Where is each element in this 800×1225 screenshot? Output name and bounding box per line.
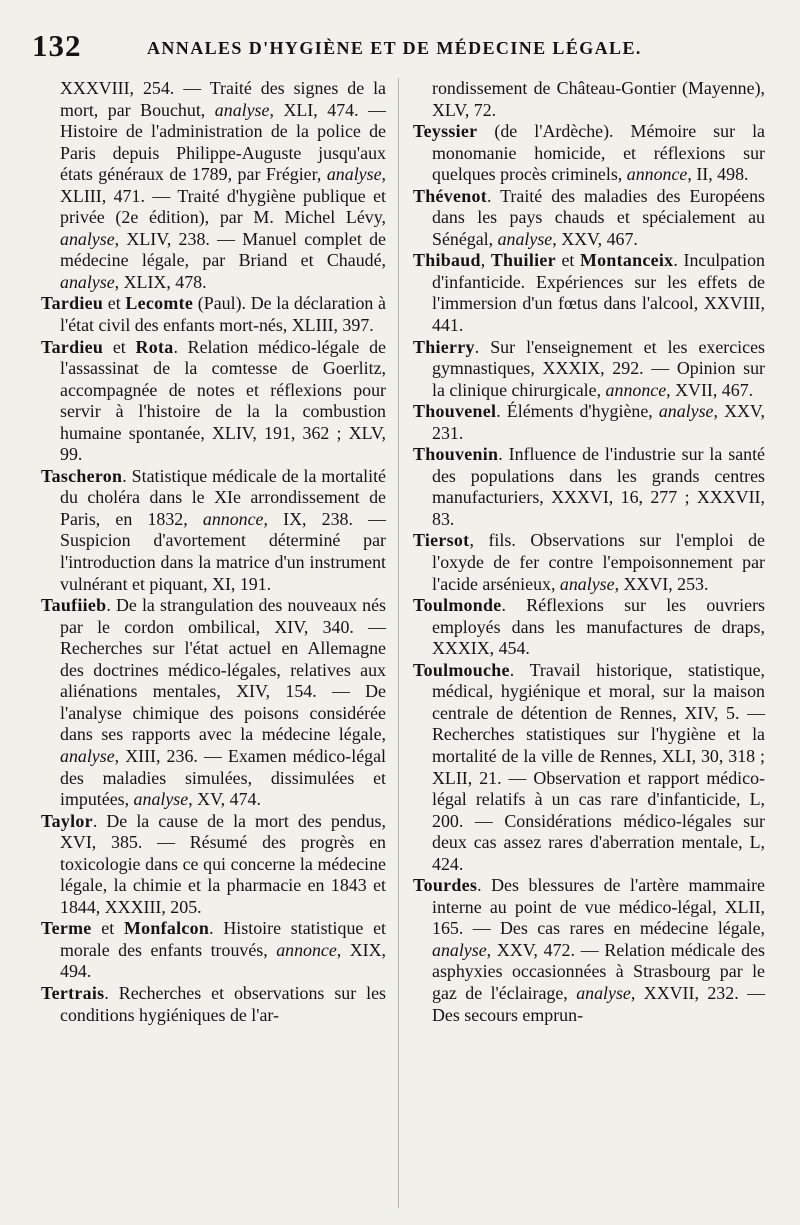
entry-text: , II, 498. (687, 164, 749, 185)
index-entry (41, 595, 386, 810)
review-type: analyse (214, 99, 270, 120)
author-name: Teyssier (413, 121, 478, 142)
review-type: analyse (133, 789, 189, 810)
author-name: Lecomte (125, 293, 194, 314)
entry-text: (Paul). De la déclaration à l'état civil des enfants mort-nés, XLIII, 397. (60, 293, 386, 336)
column-divider (398, 78, 399, 1208)
author-name: Terme (41, 918, 92, 939)
index-entry (413, 875, 765, 1026)
author-name: Tascheron (41, 465, 123, 486)
entry-text: et (91, 918, 124, 939)
index-entry (41, 466, 386, 595)
entry-text: , XIII, 236. — Examen médico-légal des maladies simulées, dissimulées et imputées, (60, 745, 386, 810)
index-entry (41, 811, 386, 919)
index-entry (41, 293, 386, 336)
author-name: Taylor (41, 810, 93, 831)
author-name: Thuilier (490, 250, 556, 271)
entry-text: , XXVI, 253. (614, 573, 709, 594)
entry-text: . Relation médico-légale de l'assassinat de la comtesse de Goerlitz, accompagnée de notes et réflexions pour servir à l'histoire de la la combustion humaine spontanée, XLIV, 191, 362 ; XLV, 99. (60, 336, 387, 465)
entry-text: , XVII, 467. (666, 379, 754, 400)
entry-text: , XV, 474. (188, 789, 261, 810)
review-type: annonce (605, 379, 667, 400)
entry-text: . De la cause de la mort des pendus, XVI, 385. — Résumé des progrès en toxicologie dans ce qui concerne la médecine légale, la chimie et la pharmacie en 1843 et 1844, XXXIII, 205. (60, 810, 386, 917)
page-number: 132 (32, 28, 82, 63)
entry-text: . Traité des maladies des Européens dans les pays chauds et spécialement au Sénégal, (432, 185, 765, 249)
review-type: analyse (559, 573, 615, 594)
index-entry-continuation (413, 78, 765, 121)
author-name: Toulmonde (413, 595, 502, 616)
entry-text: et (103, 293, 126, 314)
author-name: Thévenot (413, 185, 487, 206)
review-type: analyse (60, 228, 115, 249)
index-entry (413, 250, 765, 336)
entry-text: . Réflexions sur les ouvriers employés dans les manufactures de draps, XXXIX, 454. (432, 595, 765, 659)
entry-text: , XLIV, 238. — Manuel complet de médecine légale, par Briand et Chaudé, (60, 228, 386, 271)
entry-text: , XIX, 494. (60, 939, 387, 982)
author-name: Tardieu (41, 293, 104, 314)
review-type: analyse (576, 982, 631, 1003)
entry-text: et (555, 250, 580, 271)
index-entry-continuation (41, 78, 386, 293)
index-entry (413, 401, 765, 444)
index-entry (413, 121, 765, 186)
entry-text: . Influence de l'industrie sur la santé des populations dans les grands centres manufacturiers, XXXVI, 16, 277 ; XXXVII, 83. (432, 444, 765, 529)
author-name: Rota (135, 336, 174, 357)
entry-text: , XXV, 472. — Relation médicale des asphyxies occasionnées à Strasbourg par le gaz de l'éclairage, (432, 939, 765, 1003)
author-name: Thouvenel (413, 401, 497, 422)
author-name: Thibaud (413, 250, 481, 271)
review-type: analyse (432, 939, 487, 960)
index-entry (413, 337, 765, 402)
review-type: analyse (326, 164, 382, 185)
entry-text: . Des blessures de l'artère mammaire interne au point de vue médico-légal, XLII, 165. — Des cas rares en médecine légale, (432, 875, 765, 939)
entry-text: , XXV, 231. (432, 401, 765, 443)
entry-text: , (480, 250, 491, 271)
review-type: analyse (658, 401, 714, 422)
author-name: Tourdes (413, 875, 478, 896)
review-type: analyse (60, 271, 115, 292)
index-entry (413, 186, 765, 251)
running-title: ANNALES D'HYGIÈNE ET DE MÉDECINE LÉGALE. (147, 38, 642, 58)
entry-text: . De la strangulation des nouveaux nés par le cordon ombilical, XIV, 340. — Recherches sur l'état actuel en Allemagne des doctrines médico-légales, relatives aux aliénations mentales, XIV, 154. — De l'analyse chimique des poisons considérée dans ses rapports avec la médecine légale, (60, 595, 386, 745)
entry-text: . Histoire statistique et morale des enfants trouvés, (60, 918, 386, 960)
review-type: annonce (626, 164, 688, 185)
entry-text: , fils. Observations sur l'emploi de l'oxyde de fer contre l'empoisonnement par l'acide arsénieux, (432, 530, 765, 594)
entry-text: . Recherches et observations sur les conditions hygiéniques de l'ar- (60, 982, 386, 1025)
author-name: Taufiieb (41, 595, 107, 616)
author-name: Monfalcon (123, 918, 210, 939)
index-entry (413, 444, 765, 530)
index-entry (413, 530, 765, 595)
review-type: analyse (60, 745, 115, 766)
index-entry (41, 983, 386, 1026)
entry-text: . Inculpation d'infanticide. Expériences sur les effets de l'immersion d'un fœtus dans l'alcool, XXVIII, 441. (432, 250, 765, 336)
entry-text: , XLIII, 471. — Traité d'hygiène publique et privée (2e édition), par M. Michel Lévy, (60, 164, 386, 228)
entry-text: rondissement de Château-Gontier (Mayenne), XLV, 72. (432, 78, 765, 120)
entry-text: , XLIX, 478. (114, 271, 207, 292)
review-type: analyse (497, 228, 553, 249)
entry-text: . Sur l'enseignement et les exercices gymnastiques, XXXIX, 292. — Opinion sur la clinique chirurgicale, (432, 336, 765, 400)
entry-text: . Travail historique, statistique, médical, hygiénique et moral, sur la maison centrale de détention de Rennes, XIV, 5. — Recherches statistiques sur l'hygiène et la mortalité de la ville de Rennes, XLI, 30, 318 ; XLII, 21. — Observation et rapport médico-légal relatifs à un cas rare d'infanticide, L, 200. — Considérations médico-légales sur deux cas assez rares d'aberration mentale, L, 424. (432, 659, 765, 874)
index-entry (41, 918, 386, 983)
entry-text: XXXVIII, 254. — Traité des signes de la mort, par Bouchut, (60, 78, 386, 120)
author-name: Tiersot (413, 530, 470, 551)
entry-text: , XXVII, 232. — Des secours emprun- (432, 982, 765, 1025)
index-entry (41, 337, 386, 466)
author-name: Toulmouche (413, 659, 510, 680)
index-entry (413, 660, 765, 875)
page-header (32, 28, 776, 68)
left-column (41, 78, 386, 1026)
index-entry (413, 595, 765, 660)
author-name: Thouvenin (413, 444, 499, 465)
entry-text: , XLI, 474. — Histoire de l'administration de la police de Paris depuis Philippe-Auguste jusqu'aux états généraux de 1789, par Frégier, (60, 99, 386, 185)
right-column (413, 78, 765, 1026)
author-name: Tardieu (41, 336, 104, 357)
entry-text: , IX, 238. — Suspicion d'avortement déterminé par l'introduction dans la matrice d'un instrument vulnérant et piquant, XI, 191. (60, 508, 386, 594)
author-name: Tertrais (41, 982, 105, 1003)
entry-text: . Éléments d'hygiène, (496, 401, 659, 422)
author-name: Montanceix (579, 250, 674, 271)
review-type: annonce (202, 508, 264, 529)
entry-text: , XXV, 467. (552, 228, 638, 249)
entry-text: . Statistique médicale de la mortalité du choléra dans le XIe arrondissement de Paris, en 1832, (60, 465, 386, 529)
review-type: annonce (276, 939, 337, 960)
author-name: Thierry (413, 336, 475, 357)
entry-text: et (103, 336, 136, 357)
entry-text: (de l'Ardèche). Mémoire sur la monomanie homicide, et réflexions sur quelques procès criminels, (432, 121, 765, 185)
